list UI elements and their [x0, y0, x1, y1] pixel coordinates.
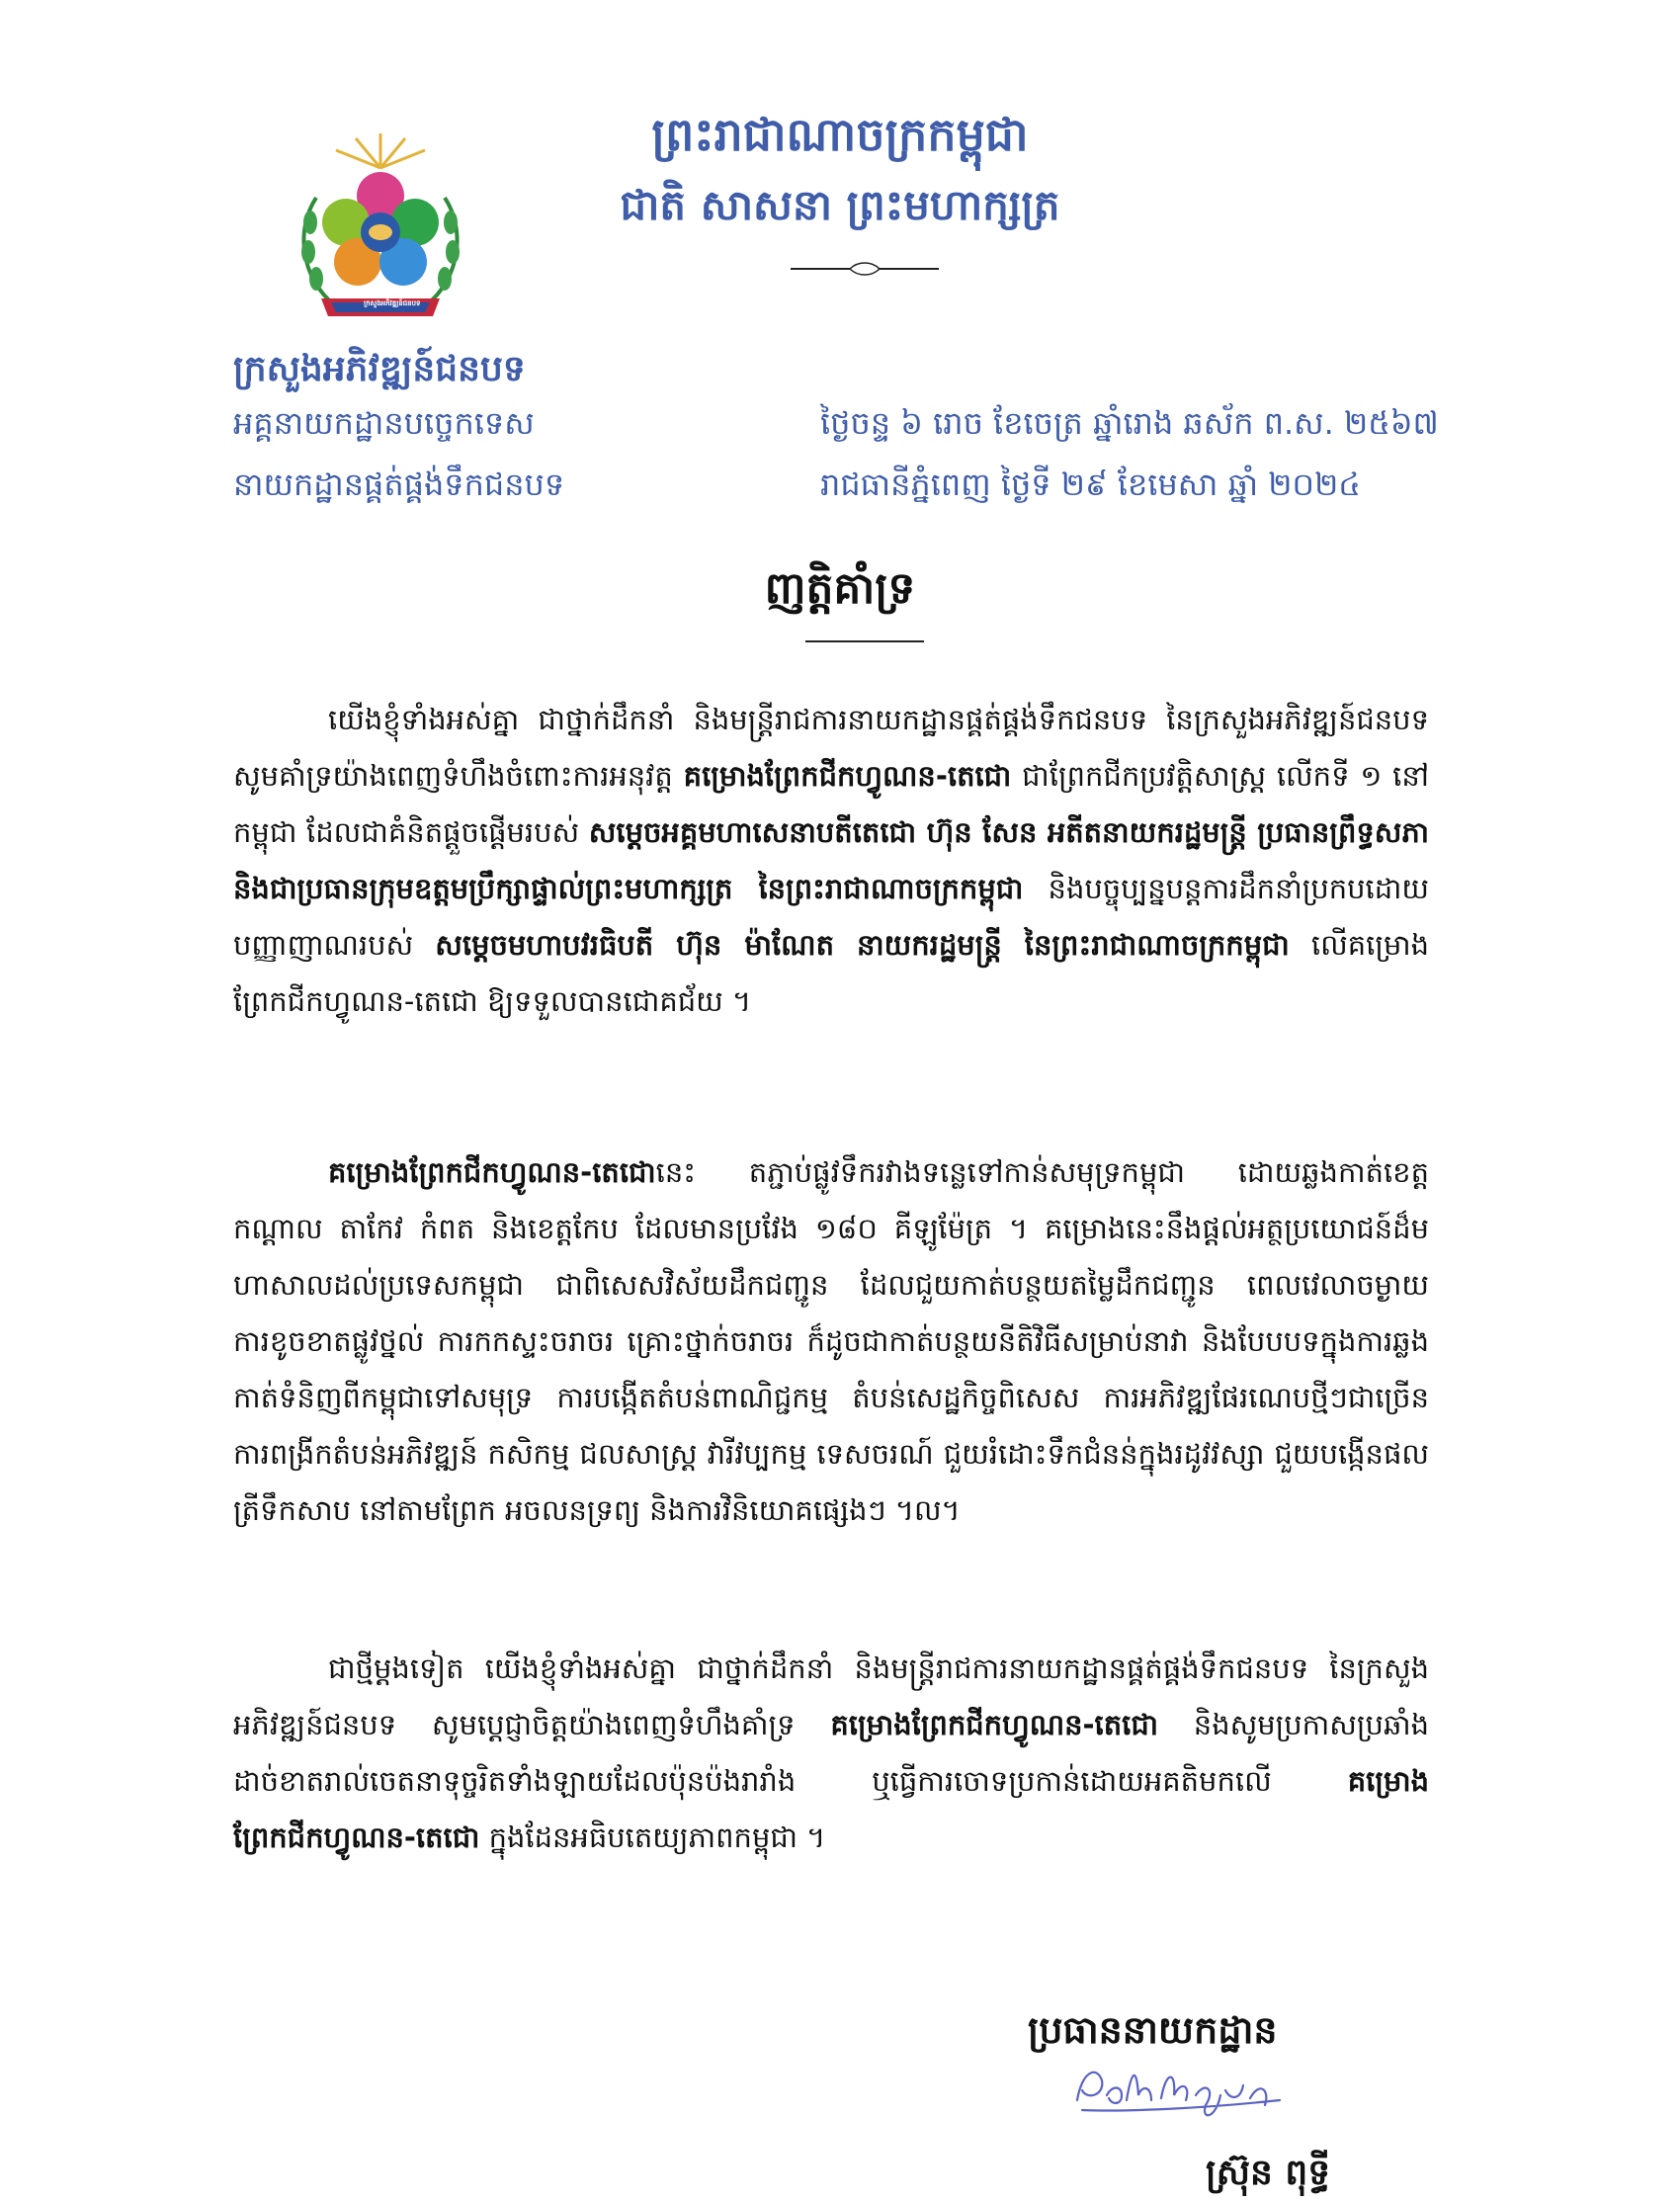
logo-ribbon-text: ក្រសួងអភិវឌ្ឍន៍ជនបទ	[364, 299, 421, 307]
p2-run-0: គម្រោងព្រែកជីកហ្វូណន-តេជោ	[328, 1155, 656, 1189]
department-water-supply: នាយកដ្ឋានផ្គត់ផ្គង់ទឹកជនបទ	[233, 466, 565, 503]
p1-run-1: គម្រោងព្រែកជីកហ្វូណន-តេជោ	[683, 759, 1012, 793]
p3-run-3: គម្រោងព្រែកជីកហ្វូណន-តេជោ	[233, 1764, 1429, 1854]
paragraph-3	[233, 1641, 1429, 1866]
header-ornament	[791, 259, 939, 279]
signatory-title: ប្រធាននាយកដ្ឋាន	[1028, 2008, 1278, 2052]
p3-run-1: គម្រោងព្រែកជីកហ្វូណន-តេជោ	[830, 1708, 1158, 1741]
p1-run-4: និងបច្ចុប្បន្នបន្តការដឹកនាំប្រកបដោយបញ្ញាញាណរបស់	[233, 872, 1429, 962]
paragraph-1	[233, 692, 1429, 1030]
handwritten-signature	[1067, 2051, 1295, 2130]
p3-run-0: ជាថ្មីម្តងទៀត យើងខ្ញុំទាំងអស់គ្នា ជាថ្នាក់ដឹកនាំ និងមន្ត្រីរាជការនាយកដ្ឋានផ្គត់ផ្គង់ទឹកជនបទ នៃក្រសួងអភិវឌ្ឍន៍ជនបទ សូមប្តេជ្ញាចិត្តយ៉ាងពេញទំហឹងគាំទ្រ	[233, 1652, 1429, 1741]
document-title: ញត្តិគាំទ្រ	[764, 563, 916, 614]
date-lunar: ថ្ងៃចន្ទ ៦ រោច ខែចេត្រ ឆ្នាំរោង ឆស័ក ព.ស. ២៥៦៧	[820, 404, 1439, 442]
p2-run-1: នេះ តភ្ជាប់ផ្លូវទឹករវាងទន្លេទៅកាន់សមុទ្រកម្ពុជា ដោយឆ្លងកាត់ខេត្តកណ្ដាល តាកែវ កំពត និងខេត្តកែប ដែលមានប្រវែង ១៨០ គីឡូម៉ែត្រ ។ គម្រោងនេះនឹងផ្តល់អត្ថប្រយោជន៍ដ៏មហាសាលដល់ប្រទេសកម្ពុជា ជាពិសេសវិស័យដឹកជញ្ជូន ដែលជួយកាត់បន្ថយតម្លៃដឹកជញ្ជូន ពេលវេលាចម្ងាយ ការខូចខាតផ្លូវថ្នល់ ការកកស្ទះចរាចរ គ្រោះថ្នាក់ចរាចរ ក៏ដូចជាកាត់បន្ថយនីតិវិធីសម្រាប់នាវា និងបែបបទក្នុងការឆ្លងកាត់ទំនិញពីកម្ពុជាទៅសមុទ្រ ការបង្កើតតំបន់ពាណិជ្ជកម្ម តំបន់សេដ្ឋកិច្ចពិសេស ការអភិវឌ្ឍផែរណេបថ្មីៗជាច្រើន ការពង្រីកតំបន់អភិវឌ្ឍន៍ កសិកម្ម ជលសាស្ត្រ វារីវប្បកម្ម ទេសចរណ៍ ជួយរំដោះទឹកជំនន់ក្នុងរដូវវស្សា ជួយបង្កើនផលត្រីទឹកសាប នៅតាមព្រែក អចលនទ្រព្យ និងការវិនិយោគផ្សេងៗ ។ល។	[233, 1155, 1429, 1527]
title-underline	[805, 633, 924, 644]
p3-run-2: និងសូមប្រកាសប្រឆាំងដាច់ខាតរាល់ចេតនាទុច្ចរិតទាំងឡាយដែលប៉ុនប៉ងរារាំង ឬធ្វើការចោទប្រកាន់ដោយអគតិមកលើ	[233, 1708, 1429, 1798]
p3-run-4: ក្នុងដែនអធិបតេយ្យភាពកម្ពុជា ។	[479, 1821, 826, 1854]
ministry-logo	[287, 128, 474, 326]
p1-run-5: សម្តេចមហាបវរធិបតី ហ៊ុន ម៉ាណែត នាយករដ្ឋមន្ត្រី នៃព្រះរាជាណាចក្រកម្ពុជា	[435, 928, 1290, 962]
paragraph-2	[233, 1144, 1429, 1539]
p1-run-3: សម្តេចអគ្គមហាសេនាបតីតេជោ ហ៊ុន សែន អតីតនាយករដ្ឋមន្ត្រី ប្រធានព្រឹទ្ធសភា និងជាប្រធានក្រុមឧត្តមប្រឹក្សាផ្ទាល់ព្រះមហាក្សត្រ នៃព្រះរាជាណាចក្រកម្ពុជា	[233, 815, 1429, 905]
p1-run-6: លើគម្រោងព្រែកជីកហ្វូណន-តេជោ ឱ្យទទួលបានជោគជ័យ ។	[233, 928, 1429, 1018]
date-solar: រាជធានីភ្នំពេញ ថ្ងៃទី ២៩ ខែមេសា ឆ្នាំ ២០២៤	[820, 466, 1361, 503]
kingdom-motto: ជាតិ សាសនា ព្រះមហាក្សត្រ	[620, 181, 1060, 229]
kingdom-title: ព្រះរាជាណាចក្រកម្ពុជា	[651, 108, 1029, 161]
p1-run-0: យើងខ្ញុំទាំងអស់គ្នា ជាថ្នាក់ដឹកនាំ និងមន្ត្រីរាជការនាយកដ្ឋានផ្គត់ផ្គង់ទឹកជនបទ នៃក្រសួងអភិវឌ្ឍន៍ជនបទ សូមគាំទ្រយ៉ាងពេញទំហឹងចំពោះការអនុវត្ត	[233, 703, 1429, 793]
department-general: អគ្គនាយកដ្ឋានបច្ចេកទេស	[233, 404, 535, 442]
p1-run-2: ជាព្រែកជីកប្រវត្តិសាស្ត្រ លើកទី ១ នៅកម្ពុជា ដែលជាគំនិតផ្តួចផ្តើមរបស់	[233, 759, 1429, 849]
signatory-name: ស្រ៊ុន ពុទ្ធី	[1206, 2153, 1331, 2193]
ministry-name: ក្រសួងអភិវឌ្ឍន៍ជនបទ	[233, 349, 526, 389]
